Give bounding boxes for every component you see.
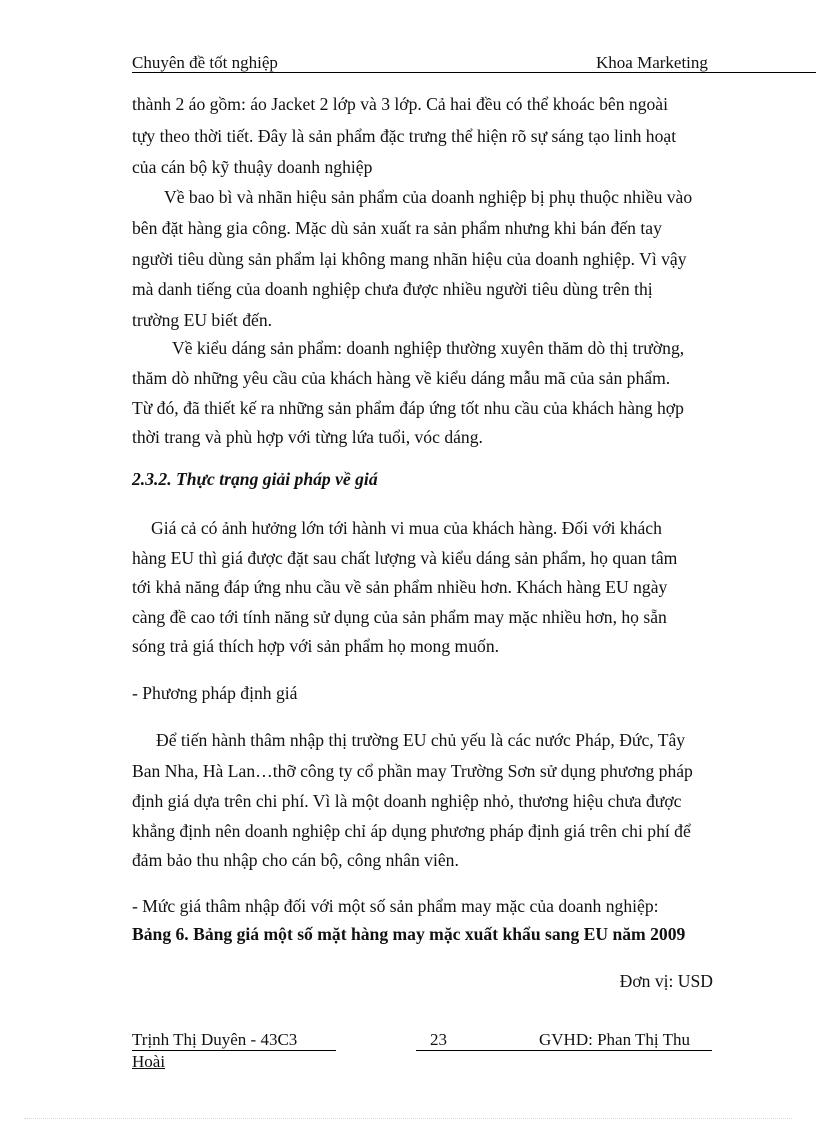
paragraph-line: tới khả năng đáp ứng nhu cầu về sản phẩm nhiều hơn. Khách hàng EU ngày: [132, 577, 668, 597]
paragraph-line: trường EU biết đến.: [132, 310, 273, 330]
paragraph-line: người tiêu dùng sản phẩm lại không mang nhãn hiệu của doanh nghiệp. Vì vậy: [132, 249, 687, 269]
paragraph-line: thăm dò những yêu cầu của khách hàng về kiểu dáng mẫu mã của sản phẩm.: [132, 368, 671, 388]
header-rule: [132, 72, 816, 73]
paragraph-line: thành 2 áo gồm: áo Jacket 2 lớp và 3 lớp. Cả hai đều có thể khoác bên ngoài: [132, 94, 669, 114]
paragraph-line: khẳng định nên doanh nghiệp chỉ áp dụng phương pháp định giá trên chi phí để: [132, 821, 691, 841]
page-number: 23: [430, 1030, 447, 1049]
paragraph-line: Về bao bì và nhãn hiệu sản phẩm của doanh nghiệp bị phụ thuộc nhiều vào: [164, 187, 693, 207]
list-item: - Phương pháp định giá: [132, 683, 298, 703]
paragraph-line: bên đặt hàng gia công. Mặc dù sản xuất ra sản phẩm nhưng khi bán đến tay: [132, 218, 662, 238]
paragraph-line: Ban Nha, Hà Lan…thỡ công ty cổ phần may Trường Sơn sử dụng phương pháp: [132, 761, 693, 781]
section-heading: 2.3.2. Thực trạng giải pháp về giá: [132, 469, 378, 489]
footer-rule-right: [416, 1050, 712, 1051]
list-item: - Mức giá thâm nhập đối với một số sản phẩm may mặc của doanh nghiệp:: [132, 896, 659, 916]
paragraph-line: Về kiểu dáng sản phẩm: doanh nghiệp thường xuyên thăm dò thị trường,: [172, 338, 685, 358]
header-title: Chuyên đề tốt nghiệp: [132, 53, 278, 72]
paragraph-line: của cán bộ kỹ thuậy doanh nghiệp: [132, 157, 373, 177]
unit-label: Đơn vị: USD: [619, 971, 713, 991]
table-caption: Bảng 6. Bảng giá một số mặt hàng may mặc xuất khẩu sang EU năm 2009: [132, 924, 686, 944]
header-department: Khoa Marketing: [596, 53, 708, 72]
paragraph-line: thời trang và phù hợp với từng lứa tuổi, vóc dáng.: [132, 427, 483, 447]
paragraph-line: mà danh tiếng của doanh nghiệp chưa được nhiều người tiêu dùng trên thị: [132, 279, 653, 299]
footer-advisor: GVHD: Phan Thị Thu: [539, 1030, 690, 1049]
paragraph-line: đảm bảo thu nhập cho cán bộ, công nhân viên.: [132, 850, 459, 870]
paragraph-line: sóng trả giá thích hợp với sản phẩm họ mong muốn.: [132, 636, 500, 656]
footer-author: Trịnh Thị Duyên - 43C3: [132, 1030, 298, 1049]
paragraph-line: càng đề cao tới tính năng sử dụng của sản phẩm may mặc nhiều hơn, họ sẵn: [132, 607, 667, 627]
footer-advisor-continued: Hoài: [132, 1052, 166, 1071]
paragraph-line: tựy theo thời tiết. Đây là sản phẩm đặc trưng thể hiện rõ sự sáng tạo linh hoạt: [132, 126, 677, 146]
paragraph-line: hàng EU thì giá được đặt sau chất lượng và kiểu dáng sản phẩm, họ quan tâm: [132, 548, 678, 568]
paragraph-line: Giá cả có ảnh hưởng lớn tới hành vi mua của khách hàng. Đối với khách: [151, 518, 662, 538]
paragraph-line: Từ đó, đã thiết kế ra những sản phẩm đáp ứng tốt nhu cầu của khách hàng hợp: [132, 398, 684, 418]
page-break-divider: [24, 1118, 792, 1119]
paragraph-line: Để tiến hành thâm nhập thị trường EU chủ yếu là các nước Pháp, Đức, Tây: [156, 730, 686, 750]
paragraph-line: định giá dựa trên chi phí. Vì là một doanh nghiệp nhỏ, thương hiệu chưa được: [132, 791, 682, 811]
